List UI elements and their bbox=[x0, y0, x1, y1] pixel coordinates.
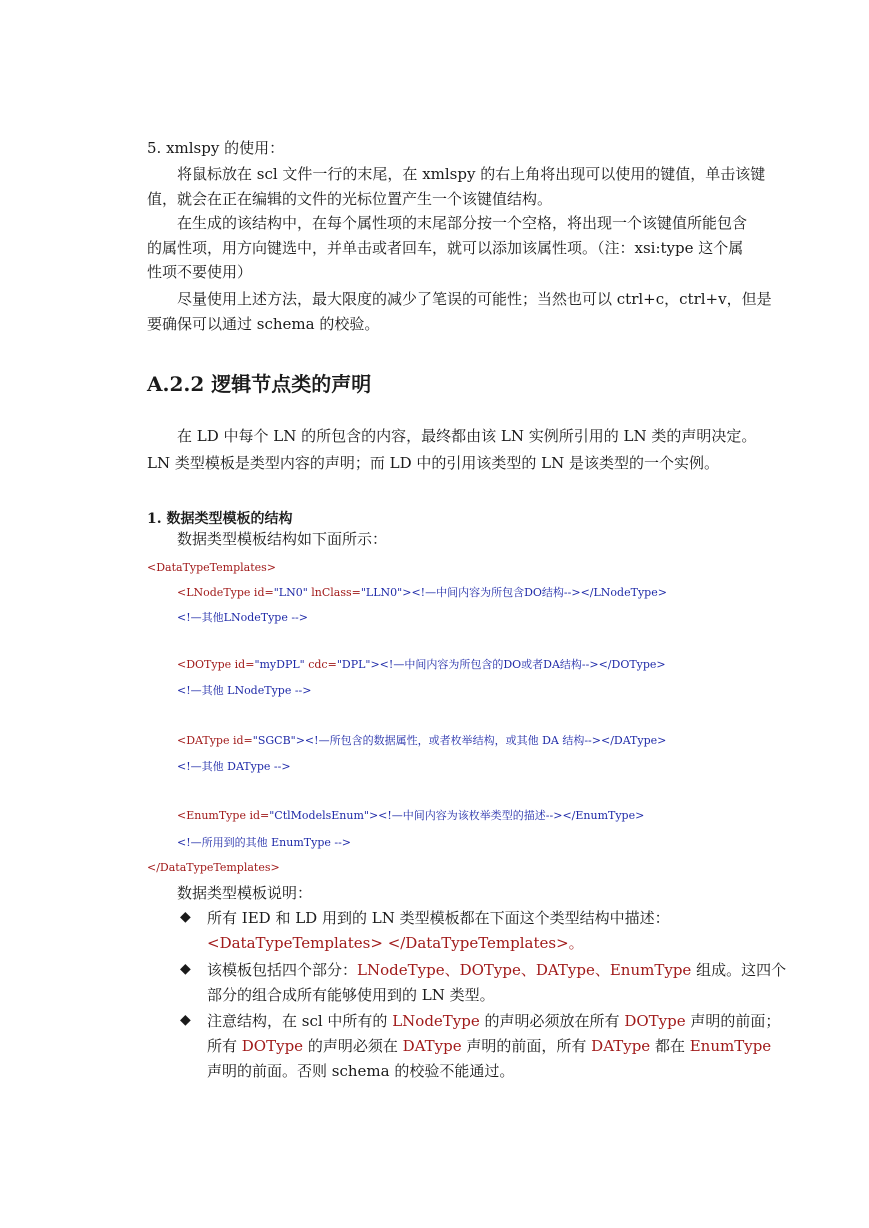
subsection-title: 1. 数据类型模板的结构 bbox=[147, 511, 293, 527]
paragraph-line: 性项不要使用） bbox=[147, 263, 253, 281]
code-tail: ><!—中间内容为所包含的DO或者DA结构--></DOType> bbox=[370, 658, 666, 671]
paragraph-line: 尽量使用上述方法，最大限度的减少了笔误的可能性；当然也可以 ctrl+c，ctrl+v，但是 bbox=[177, 290, 772, 308]
code-tail: ><!—中间内容为所包含DO结构--></LNodeType> bbox=[402, 586, 667, 599]
bullet-text-part: 都在 bbox=[650, 1037, 690, 1055]
bullet-text-part: 的声明必须放在所有 bbox=[479, 1012, 625, 1030]
paragraph-line: 数据类型模板结构如下面所示： bbox=[177, 530, 388, 548]
bullet-text bbox=[207, 959, 786, 981]
code-attr: cdc= bbox=[304, 658, 337, 671]
code-value: "myDPL" bbox=[254, 658, 305, 671]
bullet-text: 声明的前面。否则 schema 的校验不能通过。 bbox=[207, 1062, 515, 1080]
code-line-lnodetype bbox=[177, 585, 667, 601]
code-tag: <DOType id= bbox=[177, 658, 255, 671]
type-names: LNodeType、DOType、DAType、EnumType bbox=[357, 961, 692, 979]
bullet-text-part: 注意结构，在 scl 中所有的 bbox=[207, 1012, 393, 1030]
bullet-text-part: 声明的前面，所有 bbox=[461, 1037, 592, 1055]
paragraph-line: 在生成的该结构中，在每个属性项的末尾部分按一个空格，将出现一个该键值所能包含 bbox=[177, 214, 748, 232]
code-line-datype bbox=[177, 733, 666, 749]
code-tag: <LNodeType id= bbox=[177, 586, 274, 599]
type-name: DOType bbox=[241, 1037, 304, 1055]
black-diamond-icon: ◆ bbox=[180, 961, 191, 977]
bullet-text bbox=[207, 1035, 771, 1057]
paragraph-line: 值，就会在正在编辑的文件的光标位置产生一个该键值结构。 bbox=[147, 190, 553, 208]
section-title: A.2.2 逻辑节点类的声明 bbox=[147, 372, 372, 396]
code-value: "CtlModelsEnum" bbox=[269, 809, 369, 822]
paragraph-line: 的属性项，用方向键选中，并单击或者回车，就可以添加该属性项。（注：xsi:type 这个属 bbox=[147, 239, 744, 257]
paragraph-line: 要确保可以通过 schema 的校验。 bbox=[147, 315, 380, 333]
code-tag: <DAType id= bbox=[177, 734, 253, 747]
bullet-text bbox=[207, 1010, 780, 1032]
code-comment: <!—其他LNodeType --> bbox=[177, 611, 308, 624]
code-open-tag: <DataTypeTemplates> bbox=[147, 561, 277, 574]
notes-heading: 数据类型模板说明： bbox=[177, 884, 313, 902]
code-tail: ><!—中间内容为该枚举类型的描述--></EnumType> bbox=[368, 809, 645, 822]
bullet-text-part: 所有 bbox=[207, 1037, 242, 1055]
code-value: "LN0" bbox=[273, 586, 308, 599]
bullet-text-part: 组成。这四个 bbox=[691, 961, 787, 979]
black-diamond-icon: ◆ bbox=[180, 1012, 191, 1028]
paragraph-line: 将鼠标放在 scl 文件一行的末尾，在 xmlspy 的右上角将出现可以使用的键值，单击该键 bbox=[177, 165, 766, 183]
black-diamond-icon: ◆ bbox=[180, 909, 191, 925]
bullet-text: <DataTypeTemplates> </DataTypeTemplates>。 bbox=[207, 934, 584, 952]
bullet-text: 所有 IED 和 LD 用到的 LN 类型模板都在下面这个类型结构中描述： bbox=[207, 909, 670, 927]
code-tail: ><!—所包含的数据属性，或者枚举结构，或其他 DA 结构--></DAType> bbox=[295, 734, 667, 747]
code-tag: <EnumType id= bbox=[177, 809, 270, 822]
bullet-text-part: 的声明必须在 bbox=[303, 1037, 403, 1055]
section5-heading: 5. xmlspy 的使用： bbox=[147, 139, 285, 157]
code-comment: <!—所用到的其他 EnumType --> bbox=[177, 836, 352, 849]
type-name: DAType bbox=[402, 1037, 462, 1055]
code-value: "LLN0" bbox=[360, 586, 403, 599]
paragraph-line: LN 类型模板是类型内容的声明；而 LD 中的引用该类型的 LN 是该类型的一个实例。 bbox=[147, 454, 720, 472]
type-name: DAType bbox=[591, 1037, 651, 1055]
code-comment: <!—其他 DAType --> bbox=[177, 760, 291, 773]
code-line-dotype bbox=[177, 657, 666, 673]
type-name: EnumType bbox=[689, 1037, 772, 1055]
code-value: "SGCB" bbox=[252, 734, 296, 747]
type-name: LNodeType bbox=[392, 1012, 480, 1030]
type-name: DOType bbox=[624, 1012, 686, 1030]
code-close-tag: </DataTypeTemplates> bbox=[147, 861, 280, 874]
bullet-text-part: 该模板包括四个部分： bbox=[207, 961, 358, 979]
code-line-enumtype bbox=[177, 808, 644, 824]
bullet-text-part: 声明的前面； bbox=[685, 1012, 781, 1030]
paragraph-line: 在 LD 中每个 LN 的所包含的内容，最终都由该 LN 实例所引用的 LN 类的声明决定。 bbox=[177, 427, 757, 445]
code-attr: lnClass= bbox=[307, 586, 361, 599]
bullet-text: 部分的组合成所有能够使用到的 LN 类型。 bbox=[207, 986, 495, 1004]
code-comment: <!—其他 LNodeType --> bbox=[177, 684, 312, 697]
code-value: "DPL" bbox=[336, 658, 371, 671]
